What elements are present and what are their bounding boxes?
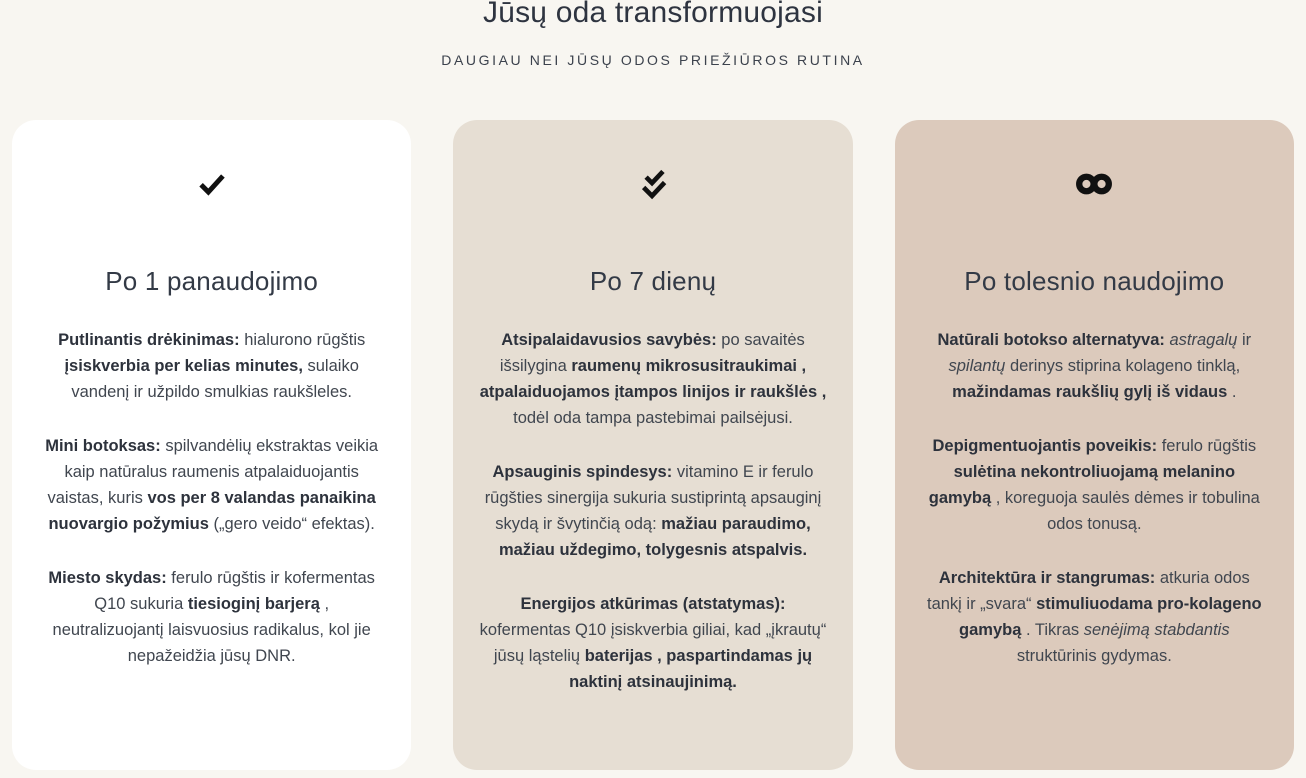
card-paragraph: Mini botoksas: spilvandėlių ekstraktas veikia kaip natūralus raumenis atpalaiduojantis vaistas, kuris vos per 8 valandas panaikina nuovargio požymius („gero veido“ efektas). [45,437,379,533]
card-heading: Po 1 panaudojimo [105,266,319,296]
card-heading: Po 7 dienų [589,266,717,296]
benefit-card [453,120,852,770]
card-paragraph: Architektūra ir stangrumas: atkuria odos tankį ir „svara“ stimuliuodama pro-kolageno gamybą . Tikras senėjimą stabdantis struktūrinis gydymas. [927,569,1262,665]
card-paragraph: Energijos atkūrimas (atstatymas): kofermentas Q10 įsiskverbia giliai, kad „įkrautų“ jūsų ląstelių baterijas , paspartindamas jų naktinį atsinaujinimą. [479,595,827,691]
card-body [921,327,1268,669]
benefit-card [12,120,411,770]
double-check-icon [479,162,826,206]
card-paragraph: Depigmentuojantis poveikis: ferulo rūgštis sulėtina nekontroliuojamą melanino gamybą , koreguoja saulės dėmes ir tobulina odos tonusą. [928,437,1260,533]
card-paragraph: Natūrali botokso alternatyva: astragalų ir spilantų derinys stiprina kolageno tinklą, mažindamas raukšlių gylį iš vidaus . [937,331,1252,401]
page-subtitle: DAUGIAU NEI JŪSŲ ODOS PRIEŽIŪROS RUTINA [441,52,865,68]
card-paragraph: Miesto skydas: ferulo rūgštis ir kofermentas Q10 sukuria tiesioginį barjerą , neutralizuojantį laisvuosius radikalus, kol jie nepažeidžia jūsų DNR. [48,569,375,665]
card-paragraph: Putlinantis drėkinimas: hialurono rūgštis įsiskverbia per kelias minutes, sulaiko vandenį ir užpildo smulkias raukšleles. [58,331,366,401]
infinity-icon [921,162,1268,206]
card-paragraph: Apsauginis spindesys: vitamino E ir ferulo rūgšties sinergija sukuria sustiprintą apsauginį skydą ir švytinčią odą: mažiau paraudimo, mažiau uždegimo, tolygesnis atspalvis. [484,463,822,559]
card-paragraph: Atsipalaidavusios savybės: po savaitės išsilygina raumenų mikrosusitraukimai , atpalaiduojamos įtampos linijos ir raukšlės , todėl oda tampa pastebimai pailsėjusi. [479,331,827,427]
section-header [0,0,1306,68]
page-title: Jūsų oda transformuojasi [483,0,823,29]
benefits-cards [0,120,1306,770]
card-body [479,327,826,695]
card-body [38,327,385,669]
card-heading: Po tolesnio naudojimo [964,266,1225,296]
benefit-card [895,120,1294,770]
check-icon [38,162,385,206]
